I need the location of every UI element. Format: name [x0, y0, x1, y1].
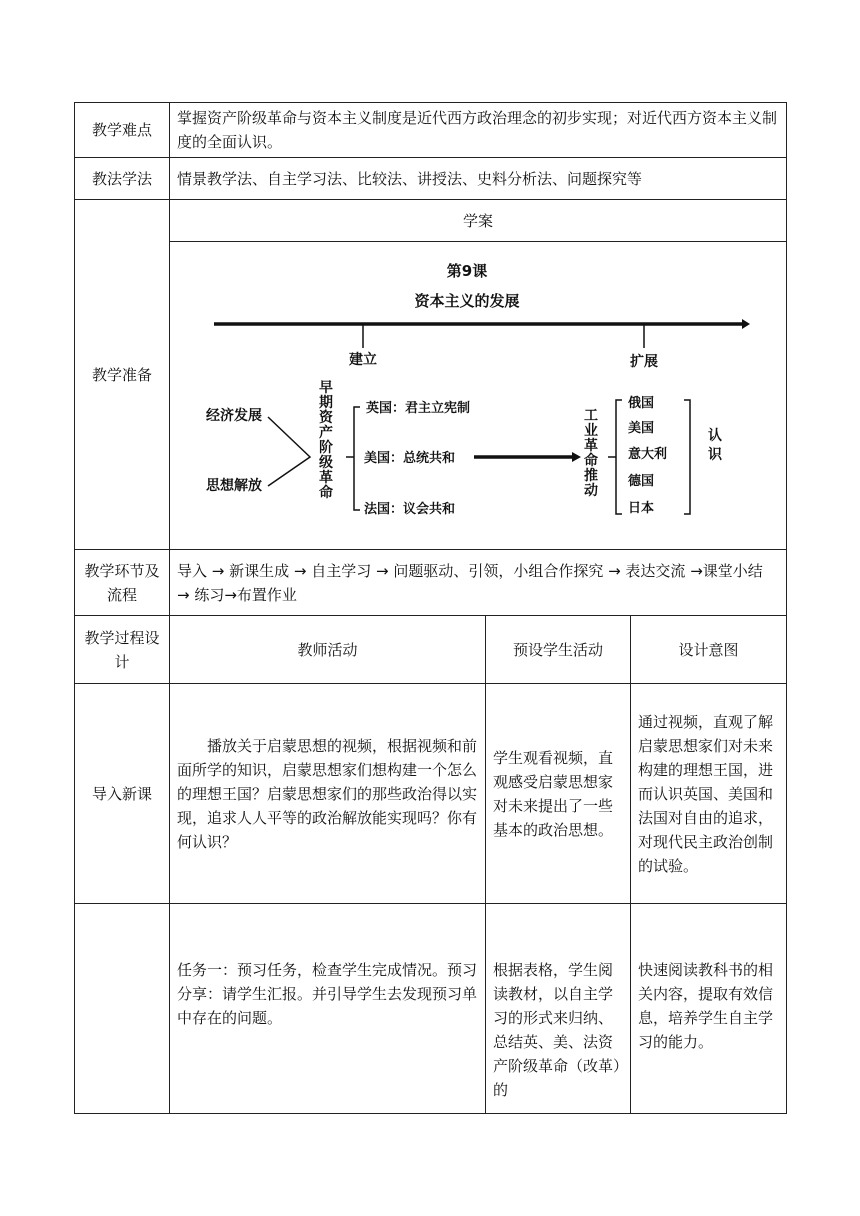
- cause-converge-lines: [268, 417, 310, 486]
- difficulty-row: [75, 103, 787, 158]
- revolution-vertical-label: 早 期 资 产 阶 级 革 命: [319, 380, 333, 501]
- branch-expand: 扩展: [630, 354, 658, 370]
- timeline-arrowhead: [742, 319, 750, 329]
- expand-country-russia: 俄国: [628, 396, 655, 411]
- expand-country-japan: 日本: [628, 501, 655, 516]
- intro-row: [75, 684, 787, 904]
- intro-teacher-activity: 播放关于启蒙思想的视频，根据视频和前面所学的知识，启蒙思想家们想构建一个怎么的理想王国？启蒙思想家们的那些政治得以实现，追求人人平等的政治解放能实现吗？你有何认识？: [170, 684, 486, 904]
- task1-label: [75, 904, 170, 1114]
- expand-country-italy: 意大利: [628, 447, 668, 462]
- industrial-arrowhead: [572, 452, 581, 462]
- diagram-title: 资本主义的发展: [414, 292, 520, 310]
- cause-thought: 思想解放: [206, 478, 262, 494]
- preparation-diagram-row: [75, 242, 787, 550]
- expand-country-usa: 美国: [628, 421, 655, 436]
- task1-teacher-activity: 任务一：预习任务，检查学生完成情况。预习分享：请学生汇报。并引导学生去发现预习单中存在的问题。: [170, 904, 486, 1114]
- methods-row: [75, 158, 787, 200]
- lesson-plan-table: [74, 102, 787, 1114]
- country-france: 法国：议会共和: [364, 502, 456, 517]
- intro-label: 导入新课: [75, 684, 170, 904]
- design-intent-header: 设计意图: [631, 616, 787, 684]
- concept-diagram: [170, 242, 786, 542]
- preparation-label: 教学准备: [75, 200, 170, 550]
- preparation-header-row: [75, 200, 787, 242]
- flow-label: 教学环节及流程: [75, 550, 170, 616]
- task1-row: [75, 904, 787, 1114]
- countries-bracket: [354, 407, 360, 510]
- branch-establish: 建立: [349, 352, 377, 368]
- process-header-row: [75, 616, 787, 684]
- cause-economic: 经济发展: [206, 408, 262, 424]
- expand-country-germany: 德国: [628, 474, 655, 489]
- intro-design-intent: 通过视频，直观了解启蒙思想家们对未来构建的理想王国，进而认识英国、美国和法国对自由的追求，对现代民主政治创制的试验。: [631, 684, 787, 904]
- recognize-label: 认 识: [708, 428, 722, 463]
- process-label: 教学过程设计: [75, 616, 170, 684]
- flow-row: [75, 550, 787, 616]
- expand-bracket-left: [616, 400, 622, 514]
- country-england: 英国：君主立宪制: [366, 401, 471, 416]
- study-guide-header: 学案: [170, 200, 787, 242]
- difficulty-label: 教学难点: [75, 103, 170, 158]
- concept-diagram-cell: [170, 242, 787, 550]
- industrial-vertical-label: 工 业 革 命 推 动: [584, 408, 598, 499]
- student-activity-header: 预设学生活动: [486, 616, 631, 684]
- expand-bracket-right: [684, 400, 690, 514]
- intro-student-activity: 学生观看视频，直观感受启蒙思想家对未来提出了一些基本的政治思想。: [486, 684, 631, 904]
- teacher-activity-header: 教师活动: [170, 616, 486, 684]
- difficulty-text: 掌握资产阶级革命与资本主义制度是近代西方政治理念的初步实现；对近代西方资本主义制度的全面认识。: [170, 103, 787, 158]
- methods-label: 教法学法: [75, 158, 170, 200]
- flow-text: 导入 → 新课生成 → 自主学习 → 问题驱动、引领，小组合作探究 → 表达交流 →课堂小结 → 练习→布置作业: [170, 550, 787, 616]
- country-usa: 美国：总统共和: [364, 451, 456, 466]
- diagram-lesson-number: 第9课: [446, 262, 488, 280]
- task1-student-activity: 根据表格，学生阅读教材，以自主学习的形式来归纳、总结英、美、法资产阶级革命（改革）的: [486, 904, 631, 1114]
- methods-text: 情景教学法、自主学习法、比较法、讲授法、史料分析法、问题探究等: [170, 158, 787, 200]
- task1-design-intent: 快速阅读教科书的相关内容，提取有效信息，培养学生自主学习的能力。: [631, 904, 787, 1114]
